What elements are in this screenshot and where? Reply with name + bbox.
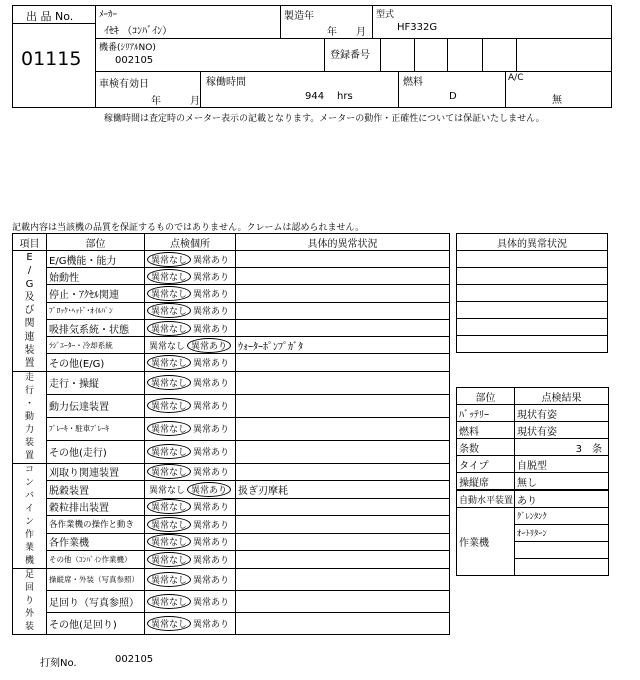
right-details-row bbox=[457, 268, 608, 285]
results-part: 燃料 bbox=[457, 422, 515, 439]
group-label-char: り bbox=[24, 595, 34, 606]
model-value: HF332G bbox=[397, 22, 438, 33]
row-check bbox=[145, 251, 236, 268]
group-label-char: 外 bbox=[24, 608, 34, 619]
inspection-year-unit: 年 bbox=[151, 96, 161, 107]
table-header-row bbox=[13, 234, 450, 251]
exhibit-no: 01115 bbox=[21, 48, 82, 70]
hours-label: 稼働時間 bbox=[206, 77, 246, 88]
exhibit-no-label: 出 品 No. bbox=[26, 10, 74, 23]
inspection-table bbox=[12, 233, 450, 635]
ng-option: 異常あり bbox=[193, 538, 230, 549]
row-detail bbox=[236, 533, 450, 551]
results-part-header: 部位 bbox=[457, 388, 515, 405]
row-check bbox=[145, 498, 236, 516]
separator bbox=[414, 38, 415, 71]
row-check bbox=[145, 568, 236, 590]
row-check bbox=[145, 319, 236, 336]
row-detail bbox=[236, 463, 450, 481]
row-check bbox=[145, 337, 236, 354]
group-label-char: 力 bbox=[24, 424, 34, 435]
group-label-char: び bbox=[24, 305, 35, 317]
row-part: その他（ｺﾝﾊﾞｲﾝ作業機） bbox=[47, 551, 145, 569]
table-row bbox=[13, 302, 450, 319]
row-detail bbox=[236, 354, 450, 371]
header-part: 部位 bbox=[47, 234, 145, 251]
results-row bbox=[457, 439, 609, 456]
header-details: 具体的異常状況 bbox=[236, 234, 450, 251]
group-label-char: 走 bbox=[24, 372, 34, 383]
right-details-row bbox=[457, 285, 608, 302]
right-details-table bbox=[456, 233, 608, 353]
group-label-char: 連 bbox=[24, 331, 35, 343]
row-part: 動力伝達装置 bbox=[47, 394, 145, 417]
group-label-char: 動 bbox=[24, 411, 34, 422]
group-label-char: バ bbox=[24, 490, 34, 501]
maker-label: ﾒｰｶｰ bbox=[99, 10, 118, 20]
model-label: 型式 bbox=[376, 10, 395, 20]
group-label-char: 業 bbox=[24, 542, 34, 553]
results-part: ﾊﾞｯﾃﾘｰ bbox=[457, 405, 515, 422]
ac-value: 無 bbox=[552, 95, 562, 106]
group-label-char: イ bbox=[24, 503, 34, 514]
table-row bbox=[13, 394, 450, 417]
ng-option: 異常あり bbox=[193, 468, 230, 479]
row-check bbox=[145, 481, 236, 499]
group-label-char: 及 bbox=[24, 291, 35, 303]
maker-value: ｲｾｷ （ｺﾝﾊﾞｲﾝ） bbox=[104, 26, 173, 37]
results-value-cell bbox=[515, 456, 609, 473]
ok-option: 異常なし bbox=[147, 616, 191, 631]
work-item bbox=[515, 559, 609, 576]
row-part: 刈取り関連装置 bbox=[47, 463, 145, 481]
row-detail bbox=[236, 498, 450, 516]
results-row bbox=[457, 405, 609, 422]
separator bbox=[280, 5, 281, 38]
group-label bbox=[13, 371, 47, 463]
results-row bbox=[457, 473, 609, 490]
row-check bbox=[145, 612, 236, 634]
auto-level-label: 自動水平装置 bbox=[457, 491, 515, 508]
ok-option: 異常なし bbox=[147, 375, 191, 390]
table-row bbox=[13, 590, 450, 612]
row-part: 操縦席・外装（写真参照） bbox=[47, 568, 145, 590]
results-part: タイプ bbox=[457, 456, 515, 473]
separator bbox=[482, 38, 483, 71]
ok-option: 異常なし bbox=[147, 534, 191, 549]
results-value-cell bbox=[515, 473, 609, 490]
right-details-row bbox=[457, 251, 608, 268]
results-value: 現状有姿 bbox=[517, 409, 557, 421]
disclaimer: 記載内容は当該機の品質を保証するものではありません。クレームは認められません。 bbox=[12, 223, 365, 233]
table-row bbox=[13, 498, 450, 516]
ng-option: 異常あり bbox=[193, 597, 230, 608]
row-part: E/G機能・能力 bbox=[47, 251, 145, 268]
row-check bbox=[145, 302, 236, 319]
separator bbox=[324, 38, 325, 71]
results-row bbox=[457, 456, 609, 473]
table-row bbox=[13, 337, 450, 354]
separator bbox=[380, 38, 381, 71]
row-part: その他(足回り) bbox=[47, 612, 145, 634]
row-detail bbox=[236, 285, 450, 302]
separator bbox=[95, 38, 612, 39]
row-part: その他(走行) bbox=[47, 440, 145, 463]
stamp-value: 002105 bbox=[115, 654, 154, 665]
table-row bbox=[13, 612, 450, 634]
ok-option: 異常なし bbox=[147, 269, 191, 284]
registration-label: 登録番号 bbox=[330, 50, 370, 61]
ok-option: 異常なし bbox=[147, 499, 191, 514]
table-row bbox=[13, 319, 450, 336]
ng-option: 異常あり bbox=[193, 555, 230, 566]
year-label: 製造年 bbox=[284, 11, 314, 22]
ok-option: 異常なし bbox=[147, 464, 191, 479]
results-value-cell bbox=[515, 422, 609, 439]
ng-option: 異常あり bbox=[187, 482, 231, 497]
row-check bbox=[145, 394, 236, 417]
row-check bbox=[145, 371, 236, 394]
separator bbox=[372, 5, 373, 38]
row-detail bbox=[236, 302, 450, 319]
group-label-char: 行 bbox=[24, 385, 34, 396]
row-check bbox=[145, 590, 236, 612]
group-label-char: 装 bbox=[24, 345, 35, 357]
ng-option: 異常あり bbox=[193, 575, 230, 586]
results-value: 現状有姿 bbox=[517, 426, 557, 438]
row-part: 吸排気系統・状態 bbox=[47, 319, 145, 336]
group-label-char: 関 bbox=[24, 318, 35, 330]
ng-option: 異常あり bbox=[193, 379, 230, 390]
ok-option: 異常なし bbox=[149, 341, 186, 352]
group-label-char: 足 bbox=[24, 569, 34, 580]
row-check bbox=[145, 354, 236, 371]
row-detail bbox=[236, 516, 450, 534]
results-value: 3 bbox=[575, 443, 582, 455]
group-label-char: 置 bbox=[24, 450, 34, 461]
group-label-char: G bbox=[25, 278, 34, 290]
ng-option: 異常あり bbox=[193, 425, 230, 436]
results-value: 自脱型 bbox=[517, 460, 547, 472]
row-part: 停止・ｱｸｾﾙ関連 bbox=[47, 285, 145, 302]
ng-option: 異常あり bbox=[193, 448, 230, 459]
ng-option: 異常あり bbox=[193, 307, 230, 318]
row-check bbox=[145, 285, 236, 302]
ng-option: 異常あり bbox=[193, 402, 230, 413]
table-row bbox=[13, 417, 450, 440]
ng-option: 異常あり bbox=[193, 359, 230, 370]
group-label-char: ン bbox=[24, 516, 34, 527]
row-part: ﾗｼﾞｴｰﾀｰ・冷却系統 bbox=[47, 337, 145, 354]
row-part: 足回り（写真参照） bbox=[47, 590, 145, 612]
row-detail: ｳｫｰﾀｰﾎﾟﾝﾌﾟｶﾞﾀ bbox=[236, 337, 450, 354]
fuel-label: 燃料 bbox=[403, 77, 423, 88]
ok-option: 異常なし bbox=[147, 286, 191, 301]
row-detail bbox=[236, 319, 450, 336]
equipment-table bbox=[456, 490, 609, 576]
table-row bbox=[13, 551, 450, 569]
results-unit: 条 bbox=[592, 443, 602, 455]
row-check bbox=[145, 417, 236, 440]
row-part: その他(E/G) bbox=[47, 354, 145, 371]
ng-option: 異常あり bbox=[193, 255, 230, 266]
year-unit: 年 bbox=[327, 27, 337, 38]
group-label-char: 回 bbox=[24, 582, 34, 593]
table-row bbox=[13, 533, 450, 551]
row-part: 穀粒排出装置 bbox=[47, 498, 145, 516]
row-detail: 扱ぎ刃摩耗 bbox=[236, 481, 450, 499]
hours-unit: hrs bbox=[337, 91, 353, 102]
row-check bbox=[145, 463, 236, 481]
group-label-char: 機 bbox=[24, 555, 34, 566]
auto-level-value: あり bbox=[515, 491, 609, 508]
group-label-char: 装 bbox=[24, 437, 34, 448]
group-label bbox=[13, 251, 47, 372]
results-table bbox=[456, 387, 609, 490]
results-value-cell bbox=[515, 439, 609, 456]
group-label-char: 装 bbox=[24, 621, 34, 632]
row-check bbox=[145, 533, 236, 551]
group-label-char: E bbox=[26, 252, 33, 263]
group-label-char: 作 bbox=[24, 529, 34, 540]
serial-value: 002105 bbox=[115, 55, 154, 66]
separator bbox=[398, 71, 399, 108]
results-result-header: 点検結果 bbox=[515, 388, 609, 405]
group-label-char: / bbox=[27, 265, 32, 277]
row-detail bbox=[236, 251, 450, 268]
table-row bbox=[13, 268, 450, 285]
inspection-month-unit: 月 bbox=[190, 96, 200, 107]
results-row bbox=[457, 422, 609, 439]
row-detail bbox=[236, 417, 450, 440]
row-part: ﾌﾞﾛｯｸ･ﾍｯﾄﾞ･ｵｲﾙﾊﾟﾝ bbox=[47, 302, 145, 319]
ng-option: 異常あり bbox=[193, 290, 230, 301]
row-check bbox=[145, 551, 236, 569]
ok-option: 異常なし bbox=[147, 517, 191, 532]
results-value-cell bbox=[515, 405, 609, 422]
row-detail bbox=[236, 568, 450, 590]
ok-option: 異常なし bbox=[147, 421, 191, 436]
table-row bbox=[13, 354, 450, 371]
row-detail bbox=[236, 371, 450, 394]
right-details-row bbox=[457, 319, 608, 336]
row-detail bbox=[236, 590, 450, 612]
separator bbox=[447, 38, 448, 71]
hours-value: 944 bbox=[305, 91, 325, 102]
ng-option: 異常あり bbox=[193, 619, 230, 630]
ng-option: 異常あり bbox=[193, 272, 230, 283]
row-detail bbox=[236, 612, 450, 634]
table-row bbox=[13, 568, 450, 590]
right-details-header: 具体的異常状況 bbox=[457, 234, 608, 251]
row-part: 各作業機の操作と動き bbox=[47, 516, 145, 534]
work-item: ｵｰﾄﾘﾀｰﾝ bbox=[515, 525, 609, 542]
row-detail bbox=[236, 551, 450, 569]
ok-option: 異常なし bbox=[147, 572, 191, 587]
ng-option: 異常あり bbox=[193, 520, 230, 531]
table-row bbox=[13, 516, 450, 534]
row-check bbox=[145, 268, 236, 285]
row-detail bbox=[236, 440, 450, 463]
group-label-char: 置 bbox=[24, 358, 35, 370]
ok-option: 異常なし bbox=[147, 252, 191, 267]
right-details-row bbox=[457, 336, 608, 353]
separator bbox=[505, 71, 506, 108]
header-item: 項目 bbox=[13, 234, 47, 251]
header-check: 点検個所 bbox=[145, 234, 236, 251]
results-part: 操縦席 bbox=[457, 473, 515, 490]
row-check bbox=[145, 516, 236, 534]
serial-label: 機番(ｼﾘｱﾙNO) bbox=[99, 43, 156, 53]
group-label-char: コ bbox=[24, 464, 34, 475]
separator bbox=[200, 71, 201, 108]
ng-option: 異常あり bbox=[193, 324, 230, 335]
table-row bbox=[13, 440, 450, 463]
ok-option: 異常なし bbox=[147, 444, 191, 459]
table-row bbox=[13, 481, 450, 499]
ok-option: 異常なし bbox=[147, 321, 191, 336]
ok-option: 異常なし bbox=[149, 485, 186, 496]
table-row bbox=[13, 251, 450, 268]
group-label-char: ン bbox=[24, 477, 34, 488]
month-unit: 月 bbox=[356, 27, 366, 38]
row-part: 走行・操縦 bbox=[47, 371, 145, 394]
ok-option: 異常なし bbox=[147, 355, 191, 370]
ok-option: 異常なし bbox=[147, 303, 191, 318]
stamp-label: 打刻No. bbox=[40, 658, 77, 669]
ok-option: 異常なし bbox=[147, 552, 191, 567]
ng-option: 異常あり bbox=[193, 503, 230, 514]
separator bbox=[516, 38, 517, 71]
results-value: 無し bbox=[517, 477, 537, 489]
group-label bbox=[13, 568, 47, 634]
ac-label: A/C bbox=[508, 73, 524, 83]
row-part: 各作業機 bbox=[47, 533, 145, 551]
work-item bbox=[515, 542, 609, 559]
row-part: ﾌﾞﾚｰｷ・駐車ﾌﾞﾚｰｷ bbox=[47, 417, 145, 440]
group-label bbox=[13, 463, 47, 568]
group-label-char: ・ bbox=[24, 398, 34, 409]
row-part: 脱穀装置 bbox=[47, 481, 145, 499]
table-row bbox=[13, 463, 450, 481]
row-check bbox=[145, 440, 236, 463]
ng-option: 異常あり bbox=[187, 338, 231, 353]
results-part: 条数 bbox=[457, 439, 515, 456]
row-detail bbox=[236, 268, 450, 285]
right-details-row bbox=[457, 302, 608, 319]
separator bbox=[95, 71, 612, 72]
row-part: 始動性 bbox=[47, 268, 145, 285]
inspection-label: 車検有効日 bbox=[99, 79, 149, 90]
fuel-value: D bbox=[449, 91, 457, 102]
table-row bbox=[13, 285, 450, 302]
work-label: 作業機 bbox=[457, 508, 515, 576]
table-row bbox=[13, 371, 450, 394]
work-item: ｸﾞﾚﾝﾀﾝｸ bbox=[515, 508, 609, 525]
row-detail bbox=[236, 394, 450, 417]
separator bbox=[95, 5, 96, 108]
ok-option: 異常なし bbox=[147, 398, 191, 413]
hours-note: 稼働時間は査定時のメーター表示の記載となります。メーターの動作・正確性については保証いたしません。 bbox=[104, 114, 545, 124]
ok-option: 異常なし bbox=[147, 594, 191, 609]
